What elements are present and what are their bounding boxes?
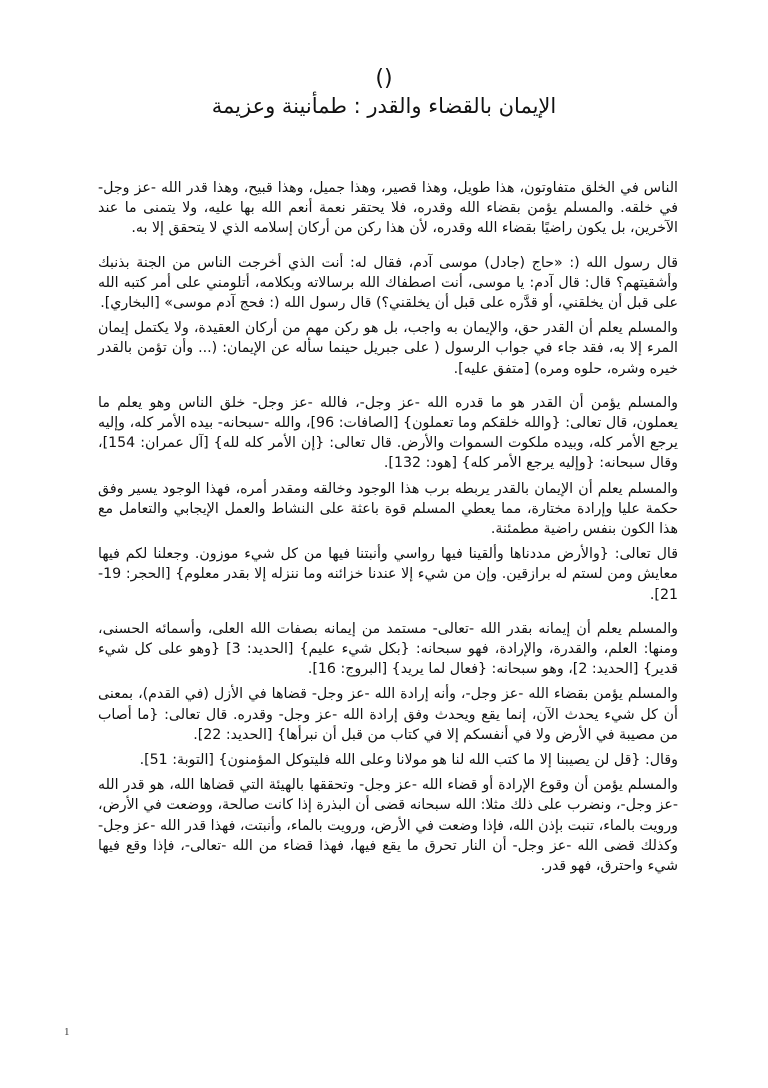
paragraph: والمسلم يؤمن بقضاء الله -عز وجل-، وأنه إرادة الله -عز وجل- قضاها في الأزل (في القدم)، بمعنى أن كل شيء يحدث الآن، إنما يقع ويحدث وفق إرادة الله -عز وجل- وقدره. قال تعالى: {ما أصاب من مصيبة في الأرض ولا في أنفسكم إلا في كتاب من قبل أن نبرأها} [الحديد: 22].	[98, 686, 678, 743]
title-marker: ()	[375, 66, 393, 91]
paragraph: قال تعالى: {والأرض مددناها وألقينا فيها رواسي وأنبتنا فيها من كل شيء موزون. وجعلنا لكم فيها معايش ومن لستم له برازقين. وإن من شيء إلا عندنا خزائنه وما ننزله إلا بقدر معلوم} [الحجر: 19-21].	[98, 546, 678, 603]
page-number: 1	[64, 1026, 70, 1038]
paragraph: الناس في الخلق متفاوتون، هذا طويل، وهذا قصير، وهذا جميل، وهذا قبيح، وهذا قدر الله -عز وجل- في خلقه. والمسلم يؤمن بقضاء الله وقدره، فلا يحتقر نعمة أنعم الله بها عليه، ولا يتمنى ما عند الآخرين، بل يكون راضيًا بقضاء الله وقدره، لأن هذا ركن من أركان إسلامه الذي لا يتحقق إلا به.	[98, 180, 678, 237]
paragraph: والمسلم يؤمن أن القدر هو ما قدره الله -عز وجل-، فالله -عز وجل- خلق الناس وهو يعلم ما يعملون، قال تعالى: {والله خلقكم وما تعملون} [الصافات: 96]، والله -سبحانه- بيده الأمر كله، وإليه يرجع الأمر كله، وبيده ملكوت السموات والأرض. قال تعالى: {إن الأمر كله لله} [آل عمران: 154]، وقال سبحانه: {وإليه يرجع الأمر كله} [هود: 132].	[98, 394, 678, 472]
paragraph: قال رسول الله (: «حاج (جادل) موسى آدم، فقال له: أنت الذي أخرجت الناس من الجنة بذنبك وأشقيتهم؟ قال: قال آدم: يا موسى، أنت اصطفاك الله برسالاته وبكلامه، أتلومني على أمر كتبه الله على قبل أن يخلقني، أو قدَّره على قبل أن يخلقني؟) قال رسول الله (: فحج آدم موسى» [البخاري].	[98, 254, 678, 312]
title-block	[0, 66, 768, 120]
page-title: الإيمان بالقضاء والقدر : طمأنينة وعزيمة	[211, 94, 557, 118]
document-body	[98, 178, 678, 881]
paragraph: والمسلم يؤمن أن وقوع الإرادة أو قضاء الله -عز وجل- وتحققها بالهيئة التي قضاها الله، هو قدر الله -عز وجل-، ونضرب على ذلك مثلا: الله سبحانه قضى أن البذرة إذا كانت صالحة، ووضعت في الأرض، ورويت بالماء، تنبت بإذن الله، فإذا وضعت في الأرض، ورويت بالماء، وأنبتت، فهذا قدر الله -عز وجل- وكذلك قضى الله -عز وجل- أن النار تحرق ما يقع فيها، فهذا قضاء من الله -تعالى-، فإذا وقع فيها شيء واحترق، فهو قدر.	[98, 777, 678, 875]
paragraph: وقال: {قل لن يصيبنا إلا ما كتب الله لنا هو مولانا وعلى الله فليتوكل المؤمنون} [التوبة: 51].	[139, 752, 678, 769]
paragraph: والمسلم يعلم أن إيمانه بقدر الله -تعالى- مستمد من إيمانه بصفات الله العلى، وأسمائه الحسنى، ومنها: العلم، والقدرة، والإرادة، فهو سبحانه: {بكل شيء عليم} [الحديد: 3] {وهو على كل شيء قدير} [الحديد: 2]، وهو سبحانه: {فعال لما يريد} [البروج: 16].	[98, 620, 678, 678]
paragraph: والمسلم يعلم أن الإيمان بالقدر يربطه برب هذا الوجود وخالقه ومقدر أمره، فهذا الوجود يسير وفق حكمة عليا وإرادة مختارة، مما يعطي المسلم قوة باعثة على النشاط والعمل الإيجابي والتعامل مع هذا الكون بنفس راضية مطمئنة.	[98, 480, 678, 538]
paragraph: والمسلم يعلم أن القدر حق، والإيمان به واجب، بل هو ركن مهم من أركان العقيدة، ولا يكتمل إيمان المرء إلا به، فقد جاء في جواب الرسول ( على جبريل حينما سأله عن الإيمان: (... وأن تؤمن بالقدر خيره وشره، حلوه ومره) [متفق عليه].	[98, 320, 678, 377]
